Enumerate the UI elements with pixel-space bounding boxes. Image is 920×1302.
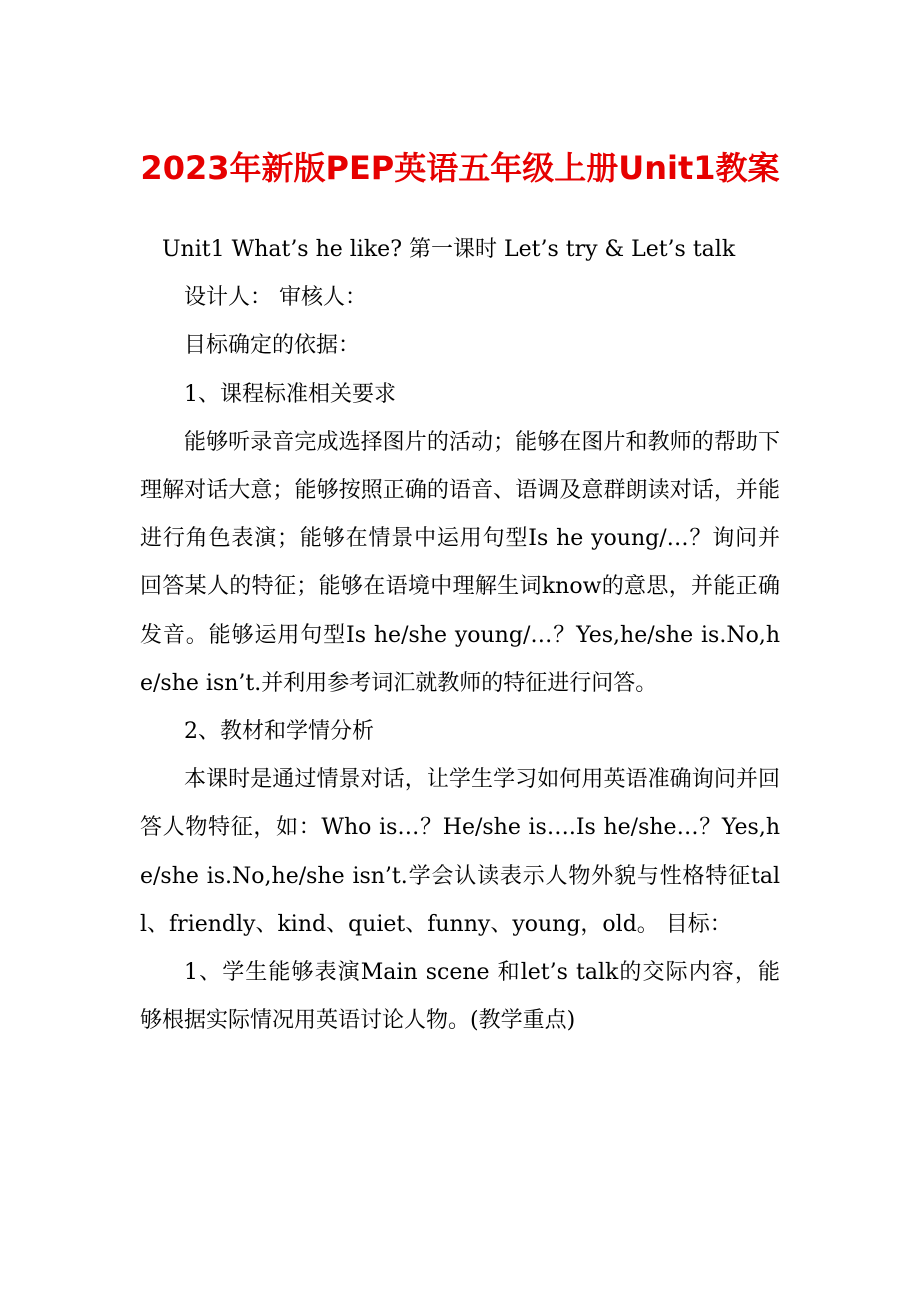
curriculum-standard-heading: 1、课程标准相关要求 — [184, 381, 396, 407]
lesson-heading-paragraph: Unit1 What’s he like? 第一课时 Let’s try & Let’s talk — [162, 237, 736, 262]
document-body — [140, 226, 780, 1045]
objective-one-paragraph: 1、学生能够表演Main scene 和let’s talk的交际内容，能够根据实际情况用英语讨论人物。(教学重点) — [140, 960, 780, 1034]
textbook-analysis-heading: 2、教材和学情分析 — [184, 719, 374, 745]
document-title: 2023年新版PEP英语五年级上册Unit1教案 — [140, 149, 780, 187]
textbook-analysis-paragraph: 本课时是通过情景对话，让学生学习如何用英语准确询问并回答人物特征，如：Who is…？He/she is….Is he/she…？Yes,he/she is.No,he/she isn’t.学会认读表示人物外貌与性格特征tall、friendly、kind、quiet、funny、young，old。 目标： — [140, 767, 780, 937]
designer-reviewer-line: 设计人： 审核人： — [184, 285, 367, 311]
curriculum-standard-paragraph: 能够听录音完成选择图片的活动；能够在图片和教师的帮助下理解对话大意；能够按照正确的语音、语调及意群朗读对话，并能进行角色表演；能够在情景中运用句型Is he young/…？询问并回答某人的特征；能够在语境中理解生词know的意思，并能正确发音。能够运用句型Is he/she young/…？Yes,he/she is.No,he/she isn’t.并利用参考词汇就教师的特征进行问答。 — [140, 429, 780, 696]
goal-basis-heading: 目标确定的依据： — [184, 333, 361, 359]
